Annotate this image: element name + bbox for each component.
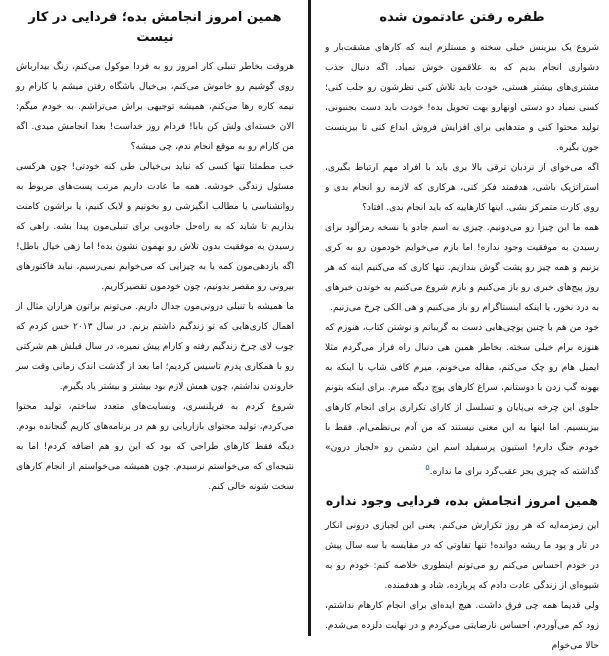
body-paragraph: اگه می‌خوای از نردبان ترقی بالا بری باید با افراد مهم ارتباط بگیری، استراتژیک باشی، هدفمند فکر کنی، هرکاری که لازمه رو انجام بدی و روی کارت متمرکز بشی. اینها کارهاییه که باید انجام بدی. افتاد؟ <box>325 162 599 213</box>
body-paragraph: این زمزمه‌ایه که هر روز تکرارش می‌کنم. یعنی این لجبازی درونی انکار در تار و پود ما ریشه دوانده! تنها تفاوتی که در مقایسه با سه سال پیش در خودم احساس می‌کنم رو می‌تونم اینطوری خلاصه کنم: خودم رو به شیوه‌ای از زندگی عادت دادم که پربازده، شاد و هدفمنده. <box>325 521 599 592</box>
footnote-marker[interactable]: ۵ <box>425 462 430 472</box>
right-page-column <box>317 0 609 652</box>
body-paragraph: شروع یک بیزینس خیلی سخته و مستلزم اینه که کارهای مشقت‌بار و دشواری انجام بدیم که به علاقمون خوش نمیاد. اگه دنبال جذب مشتری‌های بیشتر هستی، خودت باید تلاش کنی نظرشون رو جلب کنی؛ کسی نمیاد دو دستی اونهارو بهت تحویل بده! خودت باید دست بجنبونی، تولید محتوا کنی و متدهایی برای افزایش فروش ابداع کنی تا بیزینست جون بگیره. <box>325 42 599 153</box>
column-divider <box>308 0 311 636</box>
body-paragraph <box>325 318 599 482</box>
body-paragraph: خب مطمئنا تنها کسی که نباید بی‌خیالی طی کنه خودتی! چون هرکسی مسئول زندگی خودشه. همه ما عادت داریم مرتب پست‌های مربوط به روانشناسی یا مطالب انگیزشی رو بخونیم و لایک کنیم، یا براشون کامنت بذاریم تا شاید که به راه‌حل جادویی برای تنبلی‌مون پیدا بشه. راهی که رسیدن به موفقیت بدون تلاش رو بهمون نشون بده! اما زهی خیال باطل! اگه بازدهی‌مون کمه یا به چیزایی که می‌خوایم نمی‌رسیم، نباید فاکتورهای بیرونی رو مقصر بدونیم، چون خودمون تقصیرکاریم. <box>16 162 294 292</box>
right-page-title: طفره رفتن عادتمون شده <box>379 10 545 25</box>
body-paragraph-text: خود من هم با چنین پوچی‌هایی دست به گریبانم و نوشتن کتاب، هنوزم که هنوزه برام خیلی سخته. بخاطر همین هی دنبال راه فرار می‌گردم مثلا ایمیل هام رو چک می‌کنم، مقاله می‌خونم، میرم کافی شاپ یا اینکه به بهونه گپ زدن با دوستانم، سراغ کارهای پوچ دیگه میرم. برای اینکه بتونم جلوی این چرخه بی‌پایان و تسلسل از کارای تکراری برای انجام کارهای بیزینسیم. اما اینها به این معنی نیستند که من آدم بی‌نظمی‌ام. فقط با خودم جنگ دارم! استیون پرسفیلد اسم این دشمن رو «لجباز درون» گذاشته که چیزی بجز عقب‌گرد برای ما نداره. <box>325 322 599 477</box>
left-page-column <box>10 0 302 636</box>
body-paragraph: ما همیشه با تنبلی درونی‌مون جدال داریم. می‌تونم براتون هزاران مثال از اهمال کاری‌هایی که تو زندگیم داشتم بزنم. در سال ۲۰۱۳ حس کردم که چوب لای چرخ زندگیم رفته و کارام پیش نمیره، در سال قبلش هم شرکتی رو با همکاری پدرم تاسیس کردیم؛ اما بعد از گذشت اندک زمانی وقت سر خاروندن نداشتم، چون همش لازم بود بیشتر و بیشتر یاد بگیرم. <box>16 302 295 392</box>
body-paragraph: شروع کردم به فریلنسری، وبسایت‌های متعدد ساختم، تولید محتوا می‌کردم، تولید محتوای بازاریابی رو هم در برنامه‌های کاریم گنجانده بودم. دیگه فقط کارهای طراحی که بود که این رو هم اضافه کردم! اما به نتیجه‌ای که می‌خواستم نرسیدم. چون همیشه می‌خواستم از انجام کارهای سخت شونه خالی کنم. <box>16 402 294 492</box>
body-paragraph: هروقت بخاطر تنبلی کار امروز رو به فردا موکول می‌کنم، زنگ بیدارباش روی گوشیم رو خاموش می‌کنم، بی‌خیال باشگاه رفتن میشم یا کارام رو نیمه کاره رها می‌کنم، همیشه توجیهی براش می‌تراشم. به خودم میگم: الان خسته‌ای ولش کن بابا! فردام روز خداست! بعدا انجامش میدی. اگه من کارام رو به موقع انجام ندم، چی میشه؟ <box>16 62 294 152</box>
left-page-title: همین امروز انجامش بده؛ فردایی در کار نیست <box>28 10 282 45</box>
body-paragraph: ولی قدیما همه چی فرق داشت. هیچ ایده‌ای برای انجام کارهام نداشتم، زود کم می‌آوردم، احساس نارضایتی می‌کردم و در نهایت دلزده می‌شدم. حالا می‌خوام <box>325 601 599 652</box>
body-paragraph: همه ما این چیزا رو می‌دونیم. چیزی به اسم جادو یا نسخه رمزآلود برای رسیدن به موفقیت وجود نداره! اما بازم می‌خوایم خودمون رو به کری بزنیم و همه چیز رو پشت گوش بندازیم. تنها کاری که می‌کنیم اینه که هر روز پیج‌های خبری رو باز می‌کنیم و بازم شروع می‌کنیم به خوندن خبرهای به درد نخور، یا اینکه اینستاگرام رو باز می‌کنیم و هی الکی چرخ می‌زنیم. <box>325 222 599 313</box>
section-heading: همین امروز انجامش بده، فردایی وجود نداره <box>325 492 599 508</box>
